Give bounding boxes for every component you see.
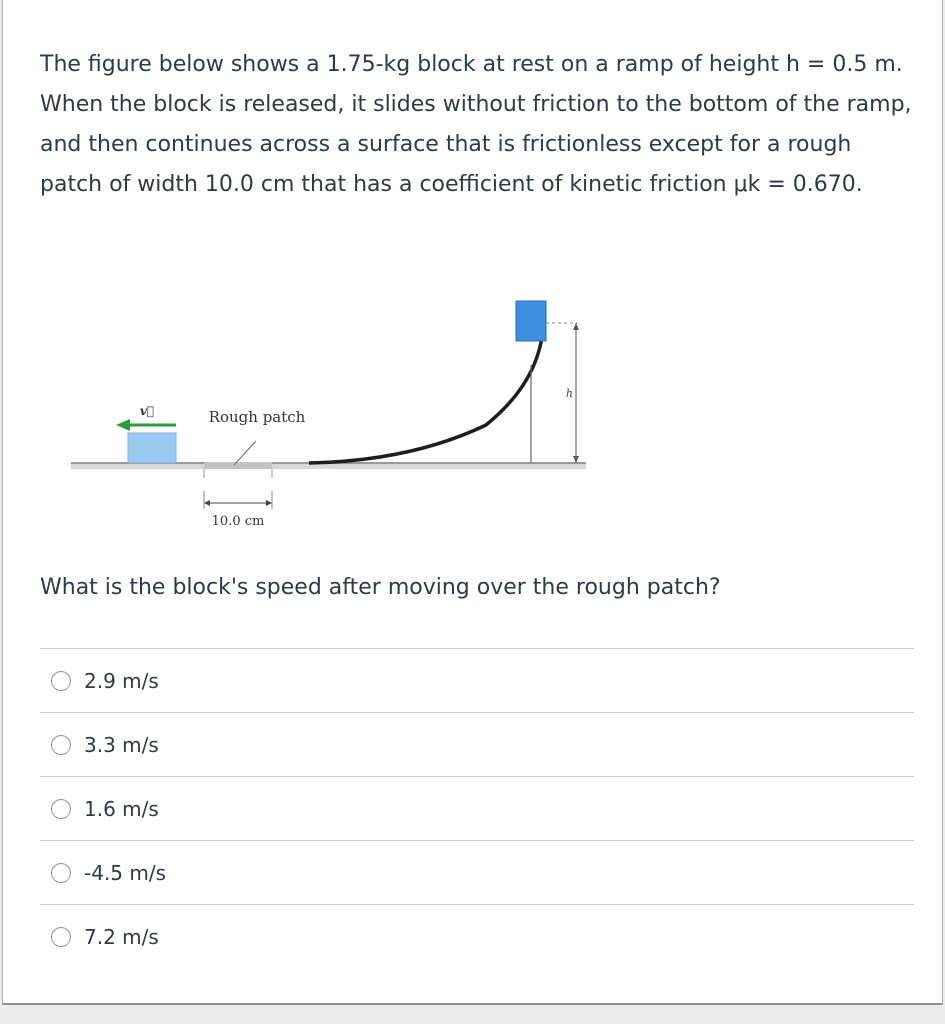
answer-label: 2.9 m/s xyxy=(84,668,159,693)
answer-label: 7.2 m/s xyxy=(84,924,159,949)
ramp-curve xyxy=(309,329,543,463)
answer-list xyxy=(40,648,914,968)
rough-patch-label: Rough patch xyxy=(208,408,306,426)
radio-button[interactable] xyxy=(51,799,71,819)
ramp-figure xyxy=(66,293,591,538)
answer-option-5[interactable] xyxy=(40,904,914,968)
answer-option-4[interactable] xyxy=(40,840,914,904)
width-label: 10.0 cm xyxy=(211,514,265,529)
answer-option-1[interactable] xyxy=(40,648,914,712)
answer-label: 3.3 m/s xyxy=(84,732,159,757)
radio-button[interactable] xyxy=(51,671,71,691)
radio-button[interactable] xyxy=(51,927,71,947)
radio-button[interactable] xyxy=(51,735,71,755)
answer-option-3[interactable] xyxy=(40,776,914,840)
answer-label: -4.5 m/s xyxy=(84,860,167,885)
height-label: h xyxy=(565,387,573,400)
block-moving xyxy=(128,433,176,463)
velocity-label: v⃗ xyxy=(139,404,155,418)
question-prompt: What is the block's speed after moving over the rough patch? xyxy=(40,575,721,600)
radio-button[interactable] xyxy=(51,863,71,883)
rough-patch-area xyxy=(204,462,272,469)
answer-label: 1.6 m/s xyxy=(84,796,159,821)
question-card xyxy=(2,0,943,1005)
question-text: The figure below shows a 1.75-kg block at rest on a ramp of height h = 0.5 m. When the block is released, it slides without friction to the bottom of the ramp, and then continues across a surface that is frictionless except for a rough patch of width 10.0 cm that has a coefficient of kinetic friction μk = 0.670. xyxy=(40,52,912,197)
block-at-top xyxy=(516,301,546,341)
answer-option-2[interactable] xyxy=(40,712,914,776)
